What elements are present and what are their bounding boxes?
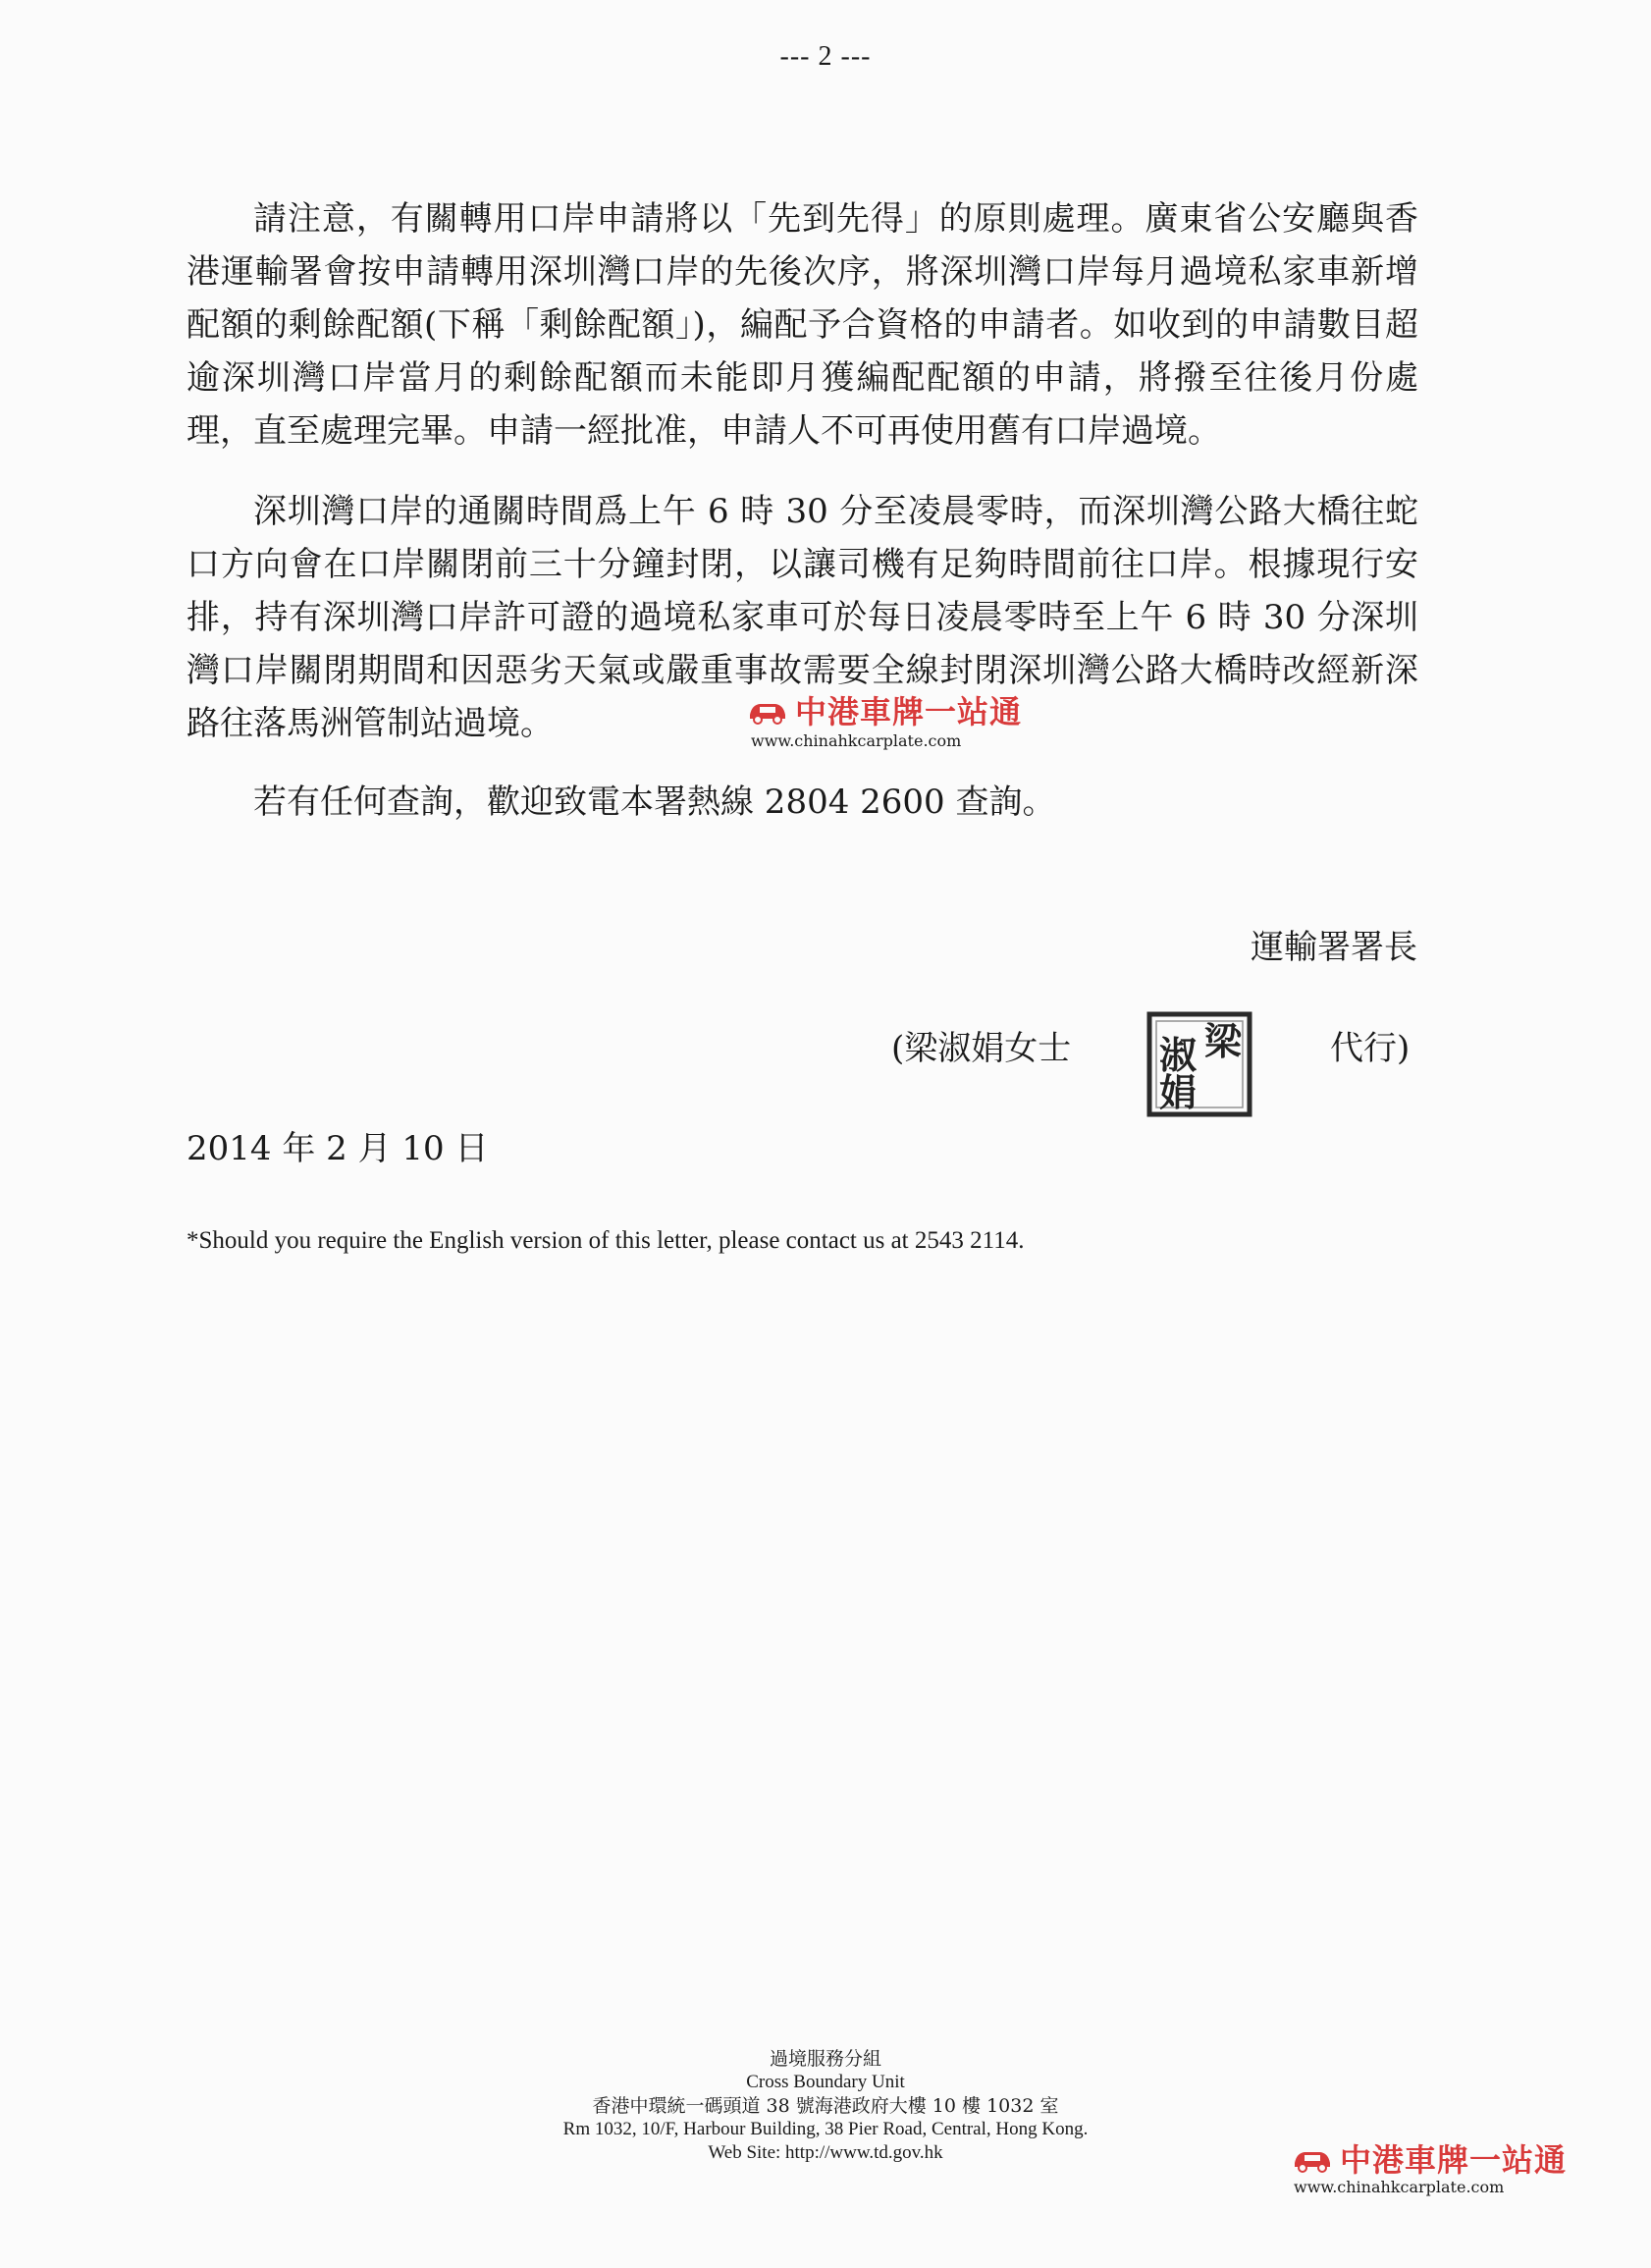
watermark-text: 中港車牌一站通 [795, 693, 1023, 730]
signatory-title: 運輸署署長 [1251, 928, 1417, 967]
seal-char-2: 淑 [1158, 1033, 1198, 1077]
watermark-url: www.chinahkcarplate.com [751, 731, 962, 750]
watermark-url-footer: www.chinahkcarplate.com [1294, 2178, 1505, 2196]
car-icon [1291, 2143, 1334, 2173]
paragraph-first-come-first-served: 請注意，有關轉用口岸申請將以「先到先得」的原則處理。廣東省公安廳與香港運輸署會按申請轉用深圳灣口岸的先後次序，將深圳灣口岸每月過境私家車新增配額的剩餘配額(下稱「剩餘配額」)，編配予合資格的申請者。如收到的申請數目超逾深圳灣口岸當月的剩餘配額而未能即月獲編配配額的申請，將撥至往後月份處理，直至處理完畢。申請一經批准，申請人不可再使用舊有口岸過境。 [186, 199, 1418, 451]
footer-address-zh: 香港中環統一碼頭道 38 號海港政府大樓 10 樓 1032 室 [592, 2095, 1059, 2117]
watermark-text-footer: 中港車牌一站通 [1340, 2141, 1568, 2179]
english-version-note: *Should you require the English version of this letter, please contact us at 2543 2114. [186, 1227, 1025, 1254]
seal-char-3: 娟 [1158, 1070, 1198, 1114]
footer-unit-en: Cross Boundary Unit [746, 2072, 905, 2092]
letter-date: 2014 年 2 月 10 日 [186, 1129, 489, 1168]
signatory-acting: 代行) [1330, 1029, 1411, 1068]
paragraph-enquiry-hotline: 若有任何查詢，歡迎致電本署熱線 2804 2600 查詢。 [253, 783, 1056, 822]
seal-char-1: 梁 [1203, 1019, 1243, 1063]
page-number: --- 2 --- [779, 41, 872, 72]
car-icon [746, 695, 789, 725]
seal-stamp [1146, 1011, 1252, 1117]
signatory-name: (梁淑娟女士 [891, 1029, 1072, 1068]
watermark-logo [746, 687, 1022, 732]
footer-unit-zh: 過境服務分組 [769, 2048, 881, 2070]
watermark-logo-footer [1291, 2135, 1567, 2181]
footer-address-en: Rm 1032, 10/F, Harbour Building, 38 Pier Road, Central, Hong Kong. [562, 2119, 1089, 2139]
paragraph-operating-hours: 深圳灣口岸的通關時間爲上午 6 時 30 分至凌晨零時，而深圳灣公路大橋往蛇口方向會在口岸關閉前三十分鐘封閉，以讓司機有足夠時間前往口岸。根據現行安排，持有深圳灣口岸許可證的過境私家車可於每日凌晨零時至上午 6 時 30 分深圳灣口岸關閉期間和因惡劣天氣或嚴重事故需要全線封閉深圳灣公路大橋時改經新深路往落馬洲管制站過境。 [186, 492, 1418, 743]
footer-website: Web Site: http://www.td.gov.hk [708, 2142, 943, 2163]
